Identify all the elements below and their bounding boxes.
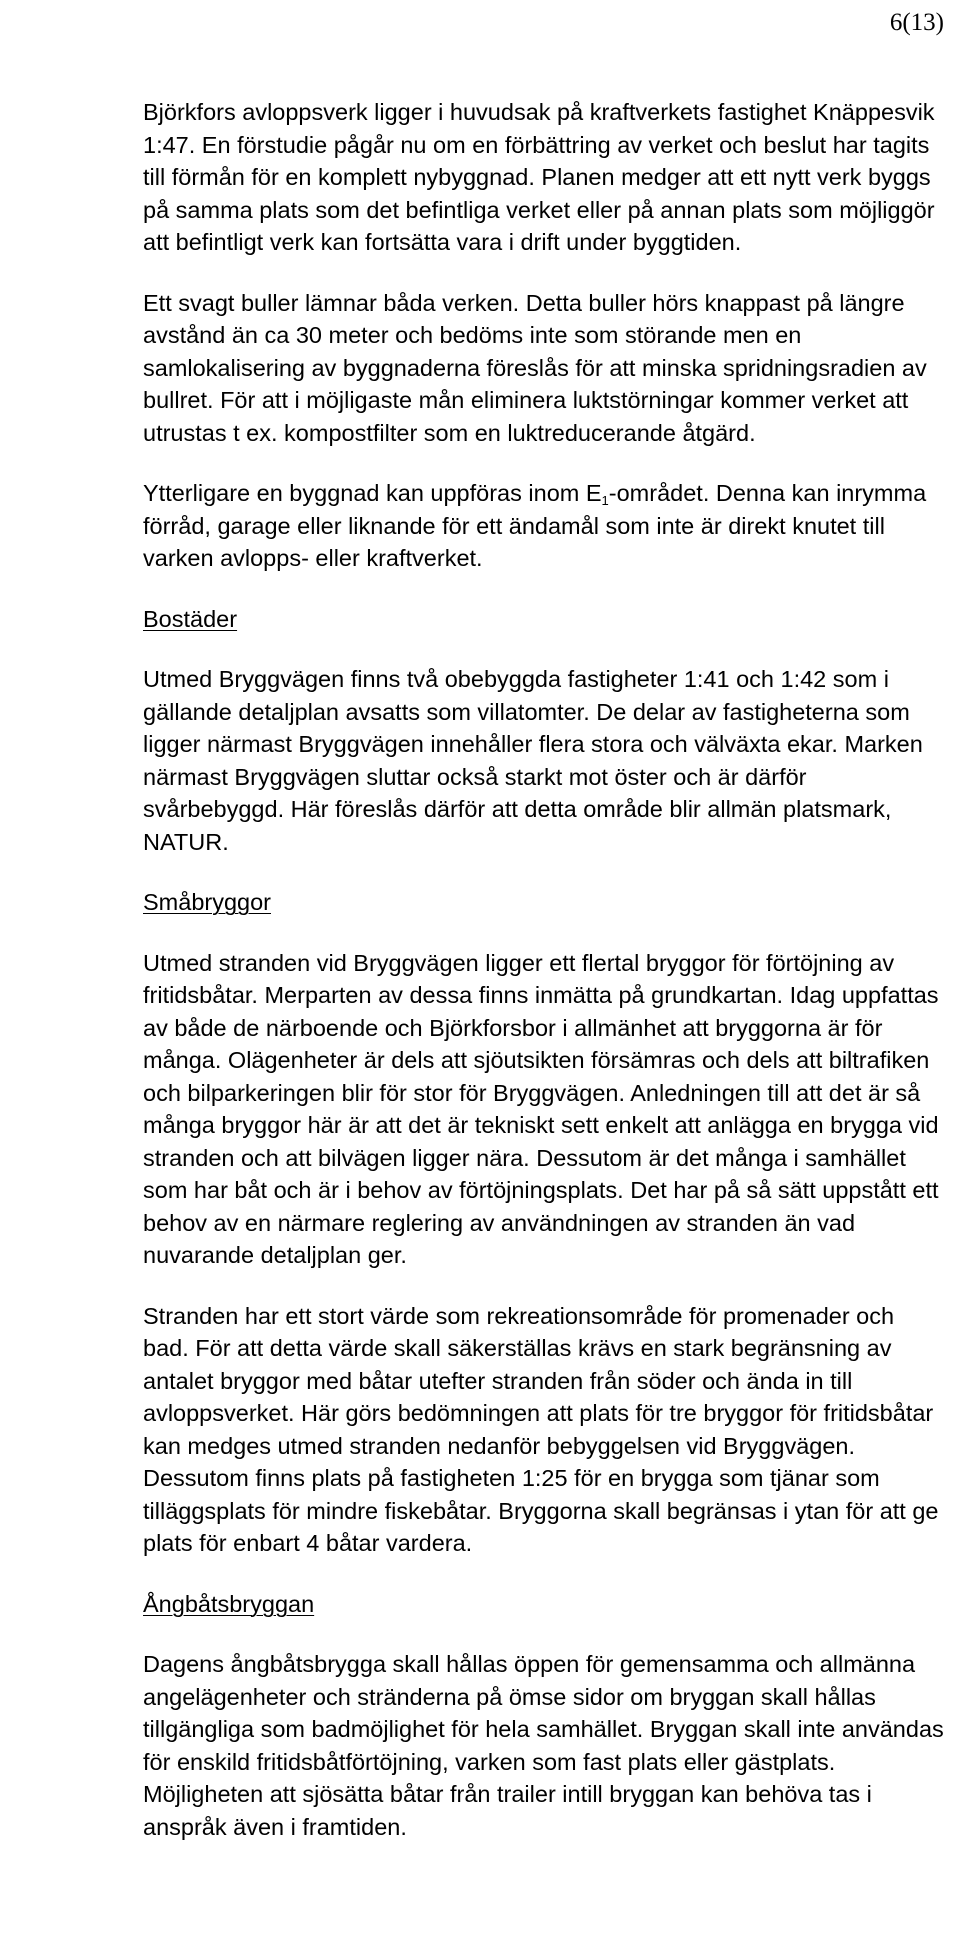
heading-angbatsbryggan: Ångbåtsbryggan [143,1590,315,1617]
paragraph-smabryggor: Utmed stranden vid Bryggvägen ligger ett flertal bryggor för förtöjning av fritidsbåtar. Merparten av dessa finns inmätta på grundkartan. Idag uppfattas av både de närboende och Björkforsbor i allmänhet att bryggorna är för många. Olägenheter är dels att sjöutsikten försämras och dels att biltrafiken och bilparkeringen blir för stor för Bryggvägen. Anledningen till att det är så många bryggor här är att det är tekniskt sett enkelt att anlägga en brygga vid stranden och att bilvägen ligger nära. Dessutom är det många i samhället som har båt och är i behov av förtöjningsplats. Det har på så sätt uppstått ett behov av en närmare reglering av användningen av stranden än vad nuvarande detaljplan ger. [143,949,939,1268]
paragraph-bostader: Utmed Bryggvägen finns två obebyggda fastigheter 1:41 och 1:42 som i gällande detaljplan avsatts som villatomter. De delar av fastigheterna som ligger närmast Bryggvägen innehåller flera stora och välväxta ekar. Marken närmast Bryggvägen sluttar också starkt mot öster och är därför svårbebyggd. Här föreslås därför att detta område blir allmän platsmark, NATUR. [143,666,923,855]
paragraph-buller: Ett svagt buller lämnar båda verken. Detta buller hörs knappast på längre avstånd än ca 30 meter och bedöms inte som störande men en samlokalisering av byggnaderna föreslås för att minska spridningsradien av bullret. För att i möjligaste mån eliminera luktstörningar kommer verket att utrustas t ex. kompostfilter som en luktreducerande åtgärd. [143,289,927,446]
heading-smabryggor: Småbryggor [143,889,271,915]
paragraph-e1-omradet [143,477,945,575]
paragraph-e1-text-before: Ytterligare en byggnad kan uppföras inom E [143,480,602,506]
paragraph-stranden: Stranden har ett stort värde som rekreationsområde för promenader och bad. För att detta värde skall säkerställas krävs en stark begränsning av antalet bryggor med båtar utefter stranden från söder och ända in till avloppsverket. Här görs bedömningen att plats för tre bryggor för fritidsbåtar kan medges utmed stranden nedanför bebyggelsen vid Bryggvägen. Dessutom finns plats på fastigheten 1:25 för en brygga som tjänar som tilläggsplats för mindre fiskebåtar. Bryggorna skall begränsas i ytan för att ge plats för enbart 4 båtar vardera. [143,1302,939,1556]
document-body [143,96,945,1871]
page-number: 6(13) [889,9,944,36]
heading-bostader: Bostäder [143,605,238,632]
subscript-1: 1 [601,493,609,508]
paragraph-angbatsbryggan: Dagens ångbåtsbrygga skall hållas öppen för gemensamma och allmänna angelägenheter och stränderna på ömse sidor om bryggan skall hållas tillgängliga som badmöjlighet för hela samhället. Bryggan skall inte användas för enskild fritidsbåtförtöjning, varken som fast plats eller gästplats. Möjligheten att sjösätta båtar från trailer intill bryggan kan behöva tas i anspråk även i framtiden. [143,1651,944,1840]
paragraph-e1-text-after: -området. Denna kan inrymma förråd, garage eller liknande för ett ändamål som inte är direkt knutet till varken avlopps- eller kraftverket. [143,480,927,571]
paragraph-avloppsverk: Björkfors avloppsverk ligger i huvudsak på kraftverkets fastighet Knäppesvik 1:47. En förstudie pågår nu om en förbättring av verket och beslut har tagits till förmån för en komplett nybyggnad. Planen medger att ett nytt verk byggs på samma plats som det befintliga verket eller på annan plats som möjliggör att befintligt verk kan fortsätta vara i drift under byggtiden. [143,99,935,255]
